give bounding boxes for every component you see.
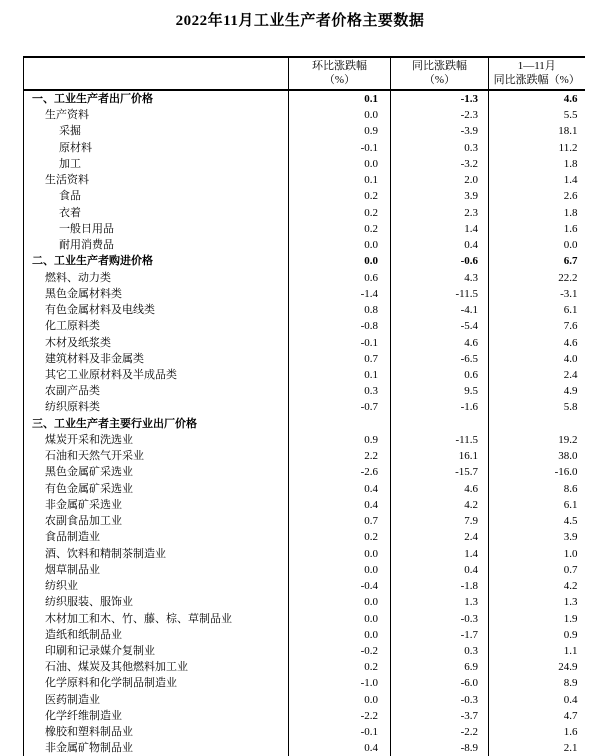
- row-value: 2.0: [391, 172, 489, 188]
- header-line: 同比涨跌幅（%）: [493, 73, 580, 86]
- row-label: 纺织原料类: [45, 401, 100, 414]
- row-value: 0.0: [289, 156, 391, 172]
- row-value: -0.8: [289, 318, 391, 334]
- row-value: 0.9: [289, 123, 391, 139]
- table-row: [24, 253, 585, 269]
- table-row: [24, 675, 585, 691]
- row-label: 木材加工和木、竹、藤、棕、草制品业: [45, 612, 232, 625]
- row-label: 衣着: [59, 206, 81, 219]
- table-row: [24, 643, 585, 659]
- table-row: [24, 140, 585, 156]
- table-row: [24, 481, 585, 497]
- row-value: -2.2: [391, 724, 489, 740]
- price-data-table: [23, 56, 585, 756]
- row-value: 0.4: [289, 481, 391, 497]
- table-row: [24, 692, 585, 708]
- row-label: 有色金属材料及电线类: [45, 304, 155, 317]
- row-value: 0.0: [489, 237, 585, 253]
- row-value: 0.2: [289, 529, 391, 545]
- row-label: 采掘: [59, 125, 81, 138]
- row-value: 0.3: [289, 383, 391, 399]
- row-label: 造纸和纸制品业: [45, 628, 122, 641]
- row-value: 0.2: [289, 659, 391, 675]
- header-ytd-yoy-change: [489, 57, 585, 90]
- row-value: 0.1: [289, 90, 391, 107]
- row-value: 2.6: [489, 188, 585, 204]
- row-value: 0.0: [289, 611, 391, 627]
- row-label: 生活资料: [45, 174, 89, 187]
- row-value: -4.1: [391, 302, 489, 318]
- row-value: 1.6: [489, 221, 585, 237]
- row-value: 4.2: [391, 497, 489, 513]
- row-value: 1.4: [391, 546, 489, 562]
- row-value: -1.6: [391, 399, 489, 415]
- header-line: 1—11月: [517, 59, 556, 72]
- row-value: 8.6: [489, 481, 585, 497]
- row-value: 0.9: [289, 432, 391, 448]
- table-row: [24, 724, 585, 740]
- table-row: [24, 529, 585, 545]
- row-value: 0.0: [289, 692, 391, 708]
- row-value: 4.5: [489, 513, 585, 529]
- row-value: 4.6: [489, 335, 585, 351]
- table-row: [24, 594, 585, 610]
- row-value: 0.1: [289, 172, 391, 188]
- row-value: -0.2: [289, 643, 391, 659]
- row-value: 1.3: [489, 594, 585, 610]
- row-value: -3.7: [391, 708, 489, 724]
- row-value: 0.0: [289, 546, 391, 562]
- table-body: [24, 90, 585, 756]
- table-row: [24, 318, 585, 334]
- header-row: [24, 57, 585, 90]
- header-yoy-change: [391, 57, 489, 90]
- table-row: [24, 659, 585, 675]
- header-line: （%）: [423, 73, 456, 86]
- row-value: 9.5: [391, 383, 489, 399]
- row-value: -0.6: [391, 253, 489, 269]
- row-label: 化工原料类: [45, 320, 100, 333]
- row-label: 木材及纸浆类: [45, 336, 111, 349]
- row-value: -1.8: [391, 578, 489, 594]
- row-value: 0.6: [289, 270, 391, 286]
- header-empty-cell: [24, 57, 289, 90]
- row-label: 酒、饮料和精制茶制造业: [45, 547, 166, 560]
- row-value: [289, 416, 391, 432]
- table-row: [24, 156, 585, 172]
- row-value: 7.6: [489, 318, 585, 334]
- row-value: -8.9: [391, 740, 489, 756]
- table-row: [24, 627, 585, 643]
- table-row: [24, 513, 585, 529]
- row-value: -0.4: [289, 578, 391, 594]
- row-value: 0.7: [289, 351, 391, 367]
- row-value: -5.4: [391, 318, 489, 334]
- table-row: [24, 497, 585, 513]
- row-value: 16.1: [391, 448, 489, 464]
- row-value: -3.9: [391, 123, 489, 139]
- table-row: [24, 302, 585, 318]
- row-value: 1.1: [489, 643, 585, 659]
- table-row: [24, 367, 585, 383]
- row-value: 4.0: [489, 351, 585, 367]
- row-value: -0.3: [391, 692, 489, 708]
- row-label: 化学纤维制造业: [45, 709, 122, 722]
- row-label: 原材料: [59, 141, 92, 154]
- row-value: 0.0: [289, 594, 391, 610]
- row-label: 耐用消费品: [59, 239, 114, 252]
- table-row: [24, 399, 585, 415]
- row-value: -0.3: [391, 611, 489, 627]
- row-value: 0.8: [289, 302, 391, 318]
- header-mom-change: [289, 57, 391, 90]
- row-value: 4.6: [489, 90, 585, 107]
- row-value: 0.2: [289, 188, 391, 204]
- row-value: 18.1: [489, 123, 585, 139]
- row-label: 烟草制品业: [45, 563, 100, 576]
- row-value: 1.0: [489, 546, 585, 562]
- row-value: -15.7: [391, 464, 489, 480]
- row-value: 0.9: [489, 627, 585, 643]
- row-value: 4.3: [391, 270, 489, 286]
- row-value: 6.7: [489, 253, 585, 269]
- row-label: 二、工业生产者购进价格: [32, 255, 153, 268]
- row-value: 6.1: [489, 302, 585, 318]
- row-value: 0.4: [391, 562, 489, 578]
- row-value: -2.3: [391, 107, 489, 123]
- row-label: 食品: [59, 190, 81, 203]
- table-row: [24, 270, 585, 286]
- row-value: 1.8: [489, 205, 585, 221]
- table-row: [24, 351, 585, 367]
- table-row: [24, 611, 585, 627]
- row-value: 0.0: [289, 107, 391, 123]
- row-value: 22.2: [489, 270, 585, 286]
- table-row: [24, 286, 585, 302]
- row-value: 0.4: [489, 692, 585, 708]
- row-label: 非金属矿物制品业: [45, 742, 133, 755]
- table-row: [24, 237, 585, 253]
- row-value: -2.6: [289, 464, 391, 480]
- row-label: 煤炭开采和洗选业: [45, 433, 133, 446]
- row-value: 4.7: [489, 708, 585, 724]
- row-value: 1.4: [391, 221, 489, 237]
- row-label: 非金属矿采选业: [45, 498, 122, 511]
- row-value: 3.9: [489, 529, 585, 545]
- row-label: 纺织业: [45, 580, 78, 593]
- row-value: -3.2: [391, 156, 489, 172]
- row-value: 2.1: [489, 740, 585, 756]
- table-row: [24, 708, 585, 724]
- row-value: 7.9: [391, 513, 489, 529]
- row-label: 印刷和记录媒介复制业: [45, 644, 155, 657]
- table-row: [24, 448, 585, 464]
- row-value: 1.8: [489, 156, 585, 172]
- row-value: 0.0: [289, 627, 391, 643]
- row-value: 6.9: [391, 659, 489, 675]
- row-value: 3.9: [391, 188, 489, 204]
- row-value: 4.2: [489, 578, 585, 594]
- row-value: 1.3: [391, 594, 489, 610]
- row-label: 纺织服装、服饰业: [45, 596, 133, 609]
- table-row: [24, 578, 585, 594]
- table-row: [24, 205, 585, 221]
- header-line: 同比涨跌幅: [412, 59, 467, 72]
- row-value: 24.9: [489, 659, 585, 675]
- row-label: 化学原料和化学制品制造业: [45, 677, 177, 690]
- row-value: -1.0: [289, 675, 391, 691]
- row-value: -11.5: [391, 432, 489, 448]
- row-label: 黑色金属矿采选业: [45, 466, 133, 479]
- table-row: [24, 740, 585, 756]
- row-value: -2.2: [289, 708, 391, 724]
- row-label: 橡胶和塑料制品业: [45, 726, 133, 739]
- row-value: [489, 416, 585, 432]
- row-label: 石油和天然气开采业: [45, 450, 144, 463]
- row-value: 0.4: [289, 740, 391, 756]
- row-value: 2.4: [391, 529, 489, 545]
- row-value: 4.9: [489, 383, 585, 399]
- row-value: -1.3: [391, 90, 489, 107]
- table-row: [24, 90, 585, 107]
- row-label: 加工: [59, 157, 81, 170]
- row-value: -0.1: [289, 335, 391, 351]
- row-value: 2.3: [391, 205, 489, 221]
- row-value: 1.4: [489, 172, 585, 188]
- row-value: 4.6: [391, 335, 489, 351]
- row-value: 38.0: [489, 448, 585, 464]
- row-value: 2.4: [489, 367, 585, 383]
- table-row: [24, 546, 585, 562]
- row-value: 5.8: [489, 399, 585, 415]
- row-value: 1.9: [489, 611, 585, 627]
- table-row: [24, 383, 585, 399]
- table-row: [24, 107, 585, 123]
- table-row: [24, 188, 585, 204]
- table-header: [24, 57, 585, 90]
- row-value: 0.0: [289, 237, 391, 253]
- row-value: 1.6: [489, 724, 585, 740]
- row-value: -6.0: [391, 675, 489, 691]
- row-value: 0.0: [289, 253, 391, 269]
- row-value: 0.7: [489, 562, 585, 578]
- row-label: 一般日用品: [59, 222, 114, 235]
- row-value: 0.3: [391, 140, 489, 156]
- row-value: -11.5: [391, 286, 489, 302]
- row-value: 0.6: [391, 367, 489, 383]
- row-value: [391, 416, 489, 432]
- row-value: 6.1: [489, 497, 585, 513]
- row-value: -0.1: [289, 140, 391, 156]
- row-value: 4.6: [391, 481, 489, 497]
- row-value: -1.7: [391, 627, 489, 643]
- row-value: -0.7: [289, 399, 391, 415]
- row-value: 11.2: [489, 140, 585, 156]
- row-label: 建筑材料及非金属类: [45, 352, 144, 365]
- row-value: 0.2: [289, 205, 391, 221]
- row-label: 石油、煤炭及其他燃料加工业: [45, 661, 188, 674]
- table-row: [24, 123, 585, 139]
- row-value: 0.7: [289, 513, 391, 529]
- page-title: 2022年11月工业生产者价格主要数据: [175, 13, 425, 29]
- row-value: 8.9: [489, 675, 585, 691]
- row-label: 有色金属矿采选业: [45, 482, 133, 495]
- row-value: 19.2: [489, 432, 585, 448]
- row-label: 医药制造业: [45, 693, 100, 706]
- row-value: -16.0: [489, 464, 585, 480]
- row-value: 0.2: [289, 221, 391, 237]
- row-label: 一、工业生产者出厂价格: [32, 93, 153, 105]
- row-value: -0.1: [289, 724, 391, 740]
- table-row: [24, 172, 585, 188]
- header-line: 环比涨跌幅: [312, 59, 367, 72]
- row-label: 燃料、动力类: [45, 271, 111, 284]
- row-label: 其它工业原材料及半成品类: [45, 368, 177, 381]
- row-label: 农副产品类: [45, 385, 100, 398]
- table-row: [24, 416, 585, 432]
- row-label: 三、工业生产者主要行业出厂价格: [32, 417, 197, 430]
- row-value: -1.4: [289, 286, 391, 302]
- row-label: 食品制造业: [45, 531, 100, 544]
- row-value: -6.5: [391, 351, 489, 367]
- row-label: 生产资料: [45, 109, 89, 122]
- row-label: 农副食品加工业: [45, 515, 122, 528]
- row-value: 0.3: [391, 643, 489, 659]
- row-value: 0.4: [289, 497, 391, 513]
- header-line: （%）: [323, 73, 356, 86]
- row-value: 0.1: [289, 367, 391, 383]
- row-value: 0.0: [289, 562, 391, 578]
- table-row: [24, 335, 585, 351]
- row-value: -3.1: [489, 286, 585, 302]
- row-value: 2.2: [289, 448, 391, 464]
- table-row: [24, 464, 585, 480]
- table-row: [24, 432, 585, 448]
- row-value: 0.4: [391, 237, 489, 253]
- table-row: [24, 221, 585, 237]
- table-row: [24, 562, 585, 578]
- row-value: 5.5: [489, 107, 585, 123]
- row-label: 黑色金属材料类: [45, 287, 122, 300]
